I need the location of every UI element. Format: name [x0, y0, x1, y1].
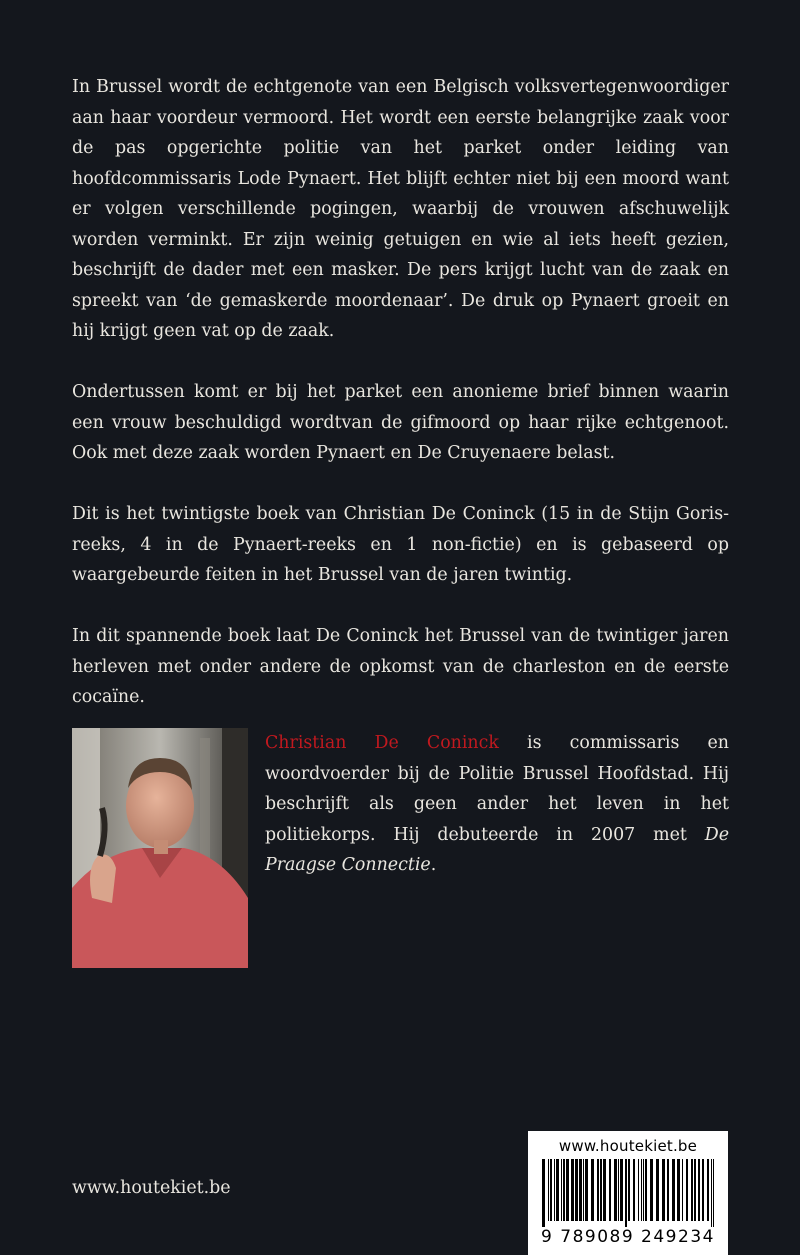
author-bio-text: is commissaris en woordvoerder bij de Politie Brussel Hoofdstad. Hij beschrijft als geen ander het leven in het politiekorps. Hij debuteerde in 2007 met [265, 733, 729, 845]
author-section [72, 728, 729, 968]
blurb-paragraph-1: In Brussel wordt de echtgenote van een Belgisch volksvertegenwoordiger aan haar voordeur vermoord. Het wordt een eerste belangrijke zaak voor de pas opgerichte politie van het parket onder leiding van hoofdcommissaris Lode Pynaert. Het blijft echter niet bij een moord want er volgen verschillende pogingen, waarbij de vrouwen afschuwelijk worden verminkt. Er zijn weinig getuigen en wie al iets heeft gezien, beschrijft de dader met een masker. De pers krijgt lucht van de zaak en spreekt van ‘de gemaskerde moordenaar’. De druk op Pynaert groeit en hij krijgt geen vat op de zaak. [72, 77, 729, 341]
author-bio-end: . [430, 855, 437, 875]
debut-title: De Praagse Connectie [265, 824, 729, 875]
blurb-paragraph-2: Ondertussen komt er bij het parket een anonieme brief binnen waarin een vrouw beschuldigd wordtvan de gifmoord op haar rijke echtgenoot. Ook met deze zaak worden Pynaert en De Cruyenaere belast. [72, 382, 729, 463]
barcode-bars-icon [538, 1159, 718, 1227]
isbn-number: 9 789089 249234 [541, 1227, 715, 1247]
blurb-paragraph-4: In dit spannende boek laat De Coninck het Brussel van de twintiger jaren herleven met onder andere de opkomst van de charleston en de eerste cocaïne. [72, 626, 729, 707]
barcode-url: www.houtekiet.be [558, 1137, 698, 1155]
author-photo [72, 728, 248, 968]
isbn-barcode [528, 1131, 728, 1255]
back-cover-blurb [72, 72, 729, 743]
blurb-paragraph-3: Dit is het twintigste boek van Christian De Coninck (15 in de Stijn Goris-reeks, 4 in de Pynaert-reeks en 1 non-fictie) en is gebaseerd op waargebeurde feiten in het Brussel van de jaren twintig. [72, 504, 729, 585]
publisher-website[interactable]: www.houtekiet.be [72, 1178, 231, 1198]
author-bio [265, 728, 729, 881]
author-name: Christian De Coninck [265, 733, 499, 753]
